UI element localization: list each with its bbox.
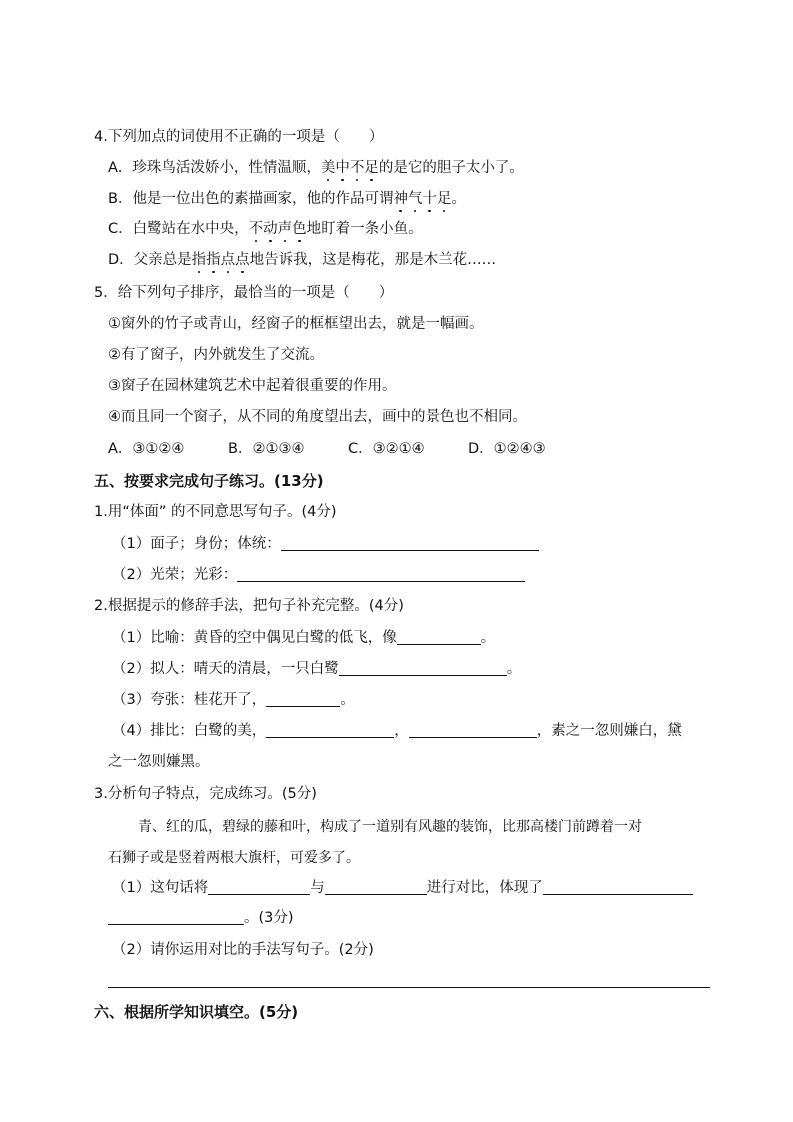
punctuation: ， <box>394 723 409 739</box>
sec5-q1-item1-label: （1）面子；身份；体统： <box>112 536 281 552</box>
q4-d-mark: 点 <box>220 252 236 268</box>
sec5-q3-item1 <box>112 879 693 897</box>
sec5-q1-stem: 1.用“体面” 的不同意思写句子。(4分) <box>94 504 337 520</box>
q4-b-mark: 气 <box>407 191 423 207</box>
answer-line[interactable] <box>108 987 710 988</box>
q5-option-a: A．③①②④ <box>108 441 185 457</box>
q4-stem: 4.下列加点的词使用不正确的一项是（ ） <box>94 129 384 145</box>
q4-b-mark: 十 <box>422 191 437 207</box>
sec5-q2-item2-label: （2）拟人：晴天的清晨，一只白鹭 <box>112 661 339 677</box>
sec5-q2-item1 <box>112 629 495 647</box>
q5-sentence-4: ④而且同一个窗子，从不同的角度望出去，画中的景色也不相同。 <box>108 409 527 425</box>
q4-a-mark: 中 <box>335 160 350 176</box>
q4-c-text: C．白鹭站在水中央， <box>108 221 249 237</box>
q4-option-b <box>108 190 466 208</box>
q4-b-text-end: 。 <box>451 191 466 207</box>
q4-option-c <box>108 220 423 238</box>
sec5-q3-item1-text: 进行对比，体现了 <box>426 880 543 896</box>
punctuation: 。 <box>480 630 496 646</box>
sec5-q2-item2 <box>112 660 521 678</box>
sec5-q2-stem: 2.根据提示的修辞手法，把句子补充完整。(4分) <box>94 598 404 614</box>
q4-d-mark: 指 <box>206 252 221 268</box>
sec5-q3-passage-line2: 石狮子或是竖着两根大旗杆，可爱多了。 <box>108 850 360 866</box>
q4-d-mark: 点 <box>235 252 250 268</box>
q4-c-text-end: 地盯着一条小鱼。 <box>306 221 423 237</box>
sec5-q3-item1-continued <box>108 909 294 927</box>
q4-option-a <box>108 159 524 177</box>
sec5-q1-item1 <box>112 535 539 553</box>
answer-blank[interactable] <box>208 880 310 895</box>
answer-blank[interactable] <box>266 723 394 738</box>
sec5-q2-item3 <box>112 691 355 709</box>
answer-blank[interactable] <box>409 723 537 738</box>
sec5-q3-item1-text: 与 <box>310 880 325 896</box>
q5-option-d: D．①②④③ <box>468 441 546 457</box>
q5-stem: 5．给下列句子排序，最恰当的一项是（ ） <box>94 285 394 301</box>
q5-sentence-2: ②有了窗子，内外就发生了交流。 <box>108 347 324 363</box>
answer-blank[interactable] <box>266 692 340 707</box>
q5-option-b: B．②①③④ <box>228 441 305 457</box>
q4-b-mark: 神 <box>393 191 408 207</box>
sec5-q2-item4-text: ，素之一忽则嫌白，黛 <box>536 723 682 739</box>
sec5-q2-item4-continued: 之一忽则嫌黑。 <box>108 754 210 770</box>
q4-a-mark: 美 <box>320 160 336 176</box>
section-5-title: 五、按要求完成句子练习。(13分) <box>94 472 324 490</box>
sec5-q3-item1-score: 。(3分) <box>244 910 294 926</box>
q4-c-mark: 声 <box>277 221 293 237</box>
q4-d-text: D．父亲总是 <box>108 252 192 268</box>
q4-c-mark: 不 <box>248 221 264 237</box>
answer-blank[interactable] <box>108 910 244 925</box>
q5-option-c: C．③②①④ <box>348 441 425 457</box>
answer-blank[interactable] <box>339 661 507 676</box>
answer-blank[interactable] <box>281 536 539 551</box>
answer-blank[interactable] <box>237 567 525 582</box>
answer-blank[interactable] <box>397 630 481 645</box>
punctuation: 。 <box>506 661 522 677</box>
q4-a-mark: 足 <box>364 160 379 176</box>
answer-blank[interactable] <box>543 880 693 895</box>
q4-d-mark: 指 <box>191 252 207 268</box>
q4-b-text: B．他是一位出色的素描画家，他的作品可谓 <box>108 191 394 207</box>
q5-sentence-1: ①窗外的竹子或青山，经窗子的框框望出去，就是一幅画。 <box>108 316 484 332</box>
q4-c-mark: 色 <box>292 221 307 237</box>
sec5-q1-item2-label: （2）光荣；光彩： <box>112 567 238 583</box>
q4-a-mark: 不 <box>349 160 365 176</box>
answer-blank[interactable] <box>325 880 427 895</box>
sec5-q2-item4-label: （4）排比：白鹭的美， <box>112 723 267 739</box>
q4-a-text-end: 的是它的胆子太小了。 <box>378 160 524 176</box>
sec5-q3-passage-line1: 青、红的瓜，碧绿的藤和叶，构成了一道别有风趣的装饰，比那高楼门前蹲着一对 <box>138 819 642 835</box>
q4-c-mark: 动 <box>263 221 278 237</box>
q5-sentence-3: ③窗子在园林建筑艺术中起着很重要的作用。 <box>108 378 397 394</box>
sec5-q1-item2 <box>112 566 525 584</box>
punctuation: 。 <box>340 692 355 708</box>
q4-b-mark: 足 <box>436 191 452 207</box>
sec5-q3-item1-label: （1）这句话将 <box>112 880 209 896</box>
section-6-title: 六、根据所学知识填空。(5分) <box>94 1003 299 1021</box>
sec5-q2-item4 <box>112 722 682 740</box>
sec5-q2-item3-label: （3）夸张：桂花开了， <box>112 692 267 708</box>
q4-d-text-end: 地告诉我，这是梅花，那是木兰花…… <box>249 252 497 268</box>
sec5-q3-stem: 3.分析句子特点，完成练习。(5分) <box>94 786 317 802</box>
sec5-q2-item1-label: （1）比喻：黄昏的空中偶见白鹭的低飞，像 <box>112 630 397 646</box>
q4-option-d <box>108 251 496 269</box>
q4-a-text: A．珍珠鸟活泼娇小，性情温顺， <box>108 160 321 176</box>
sec5-q3-item2: （2）请你运用对比的手法写句子。(2分) <box>112 942 374 958</box>
